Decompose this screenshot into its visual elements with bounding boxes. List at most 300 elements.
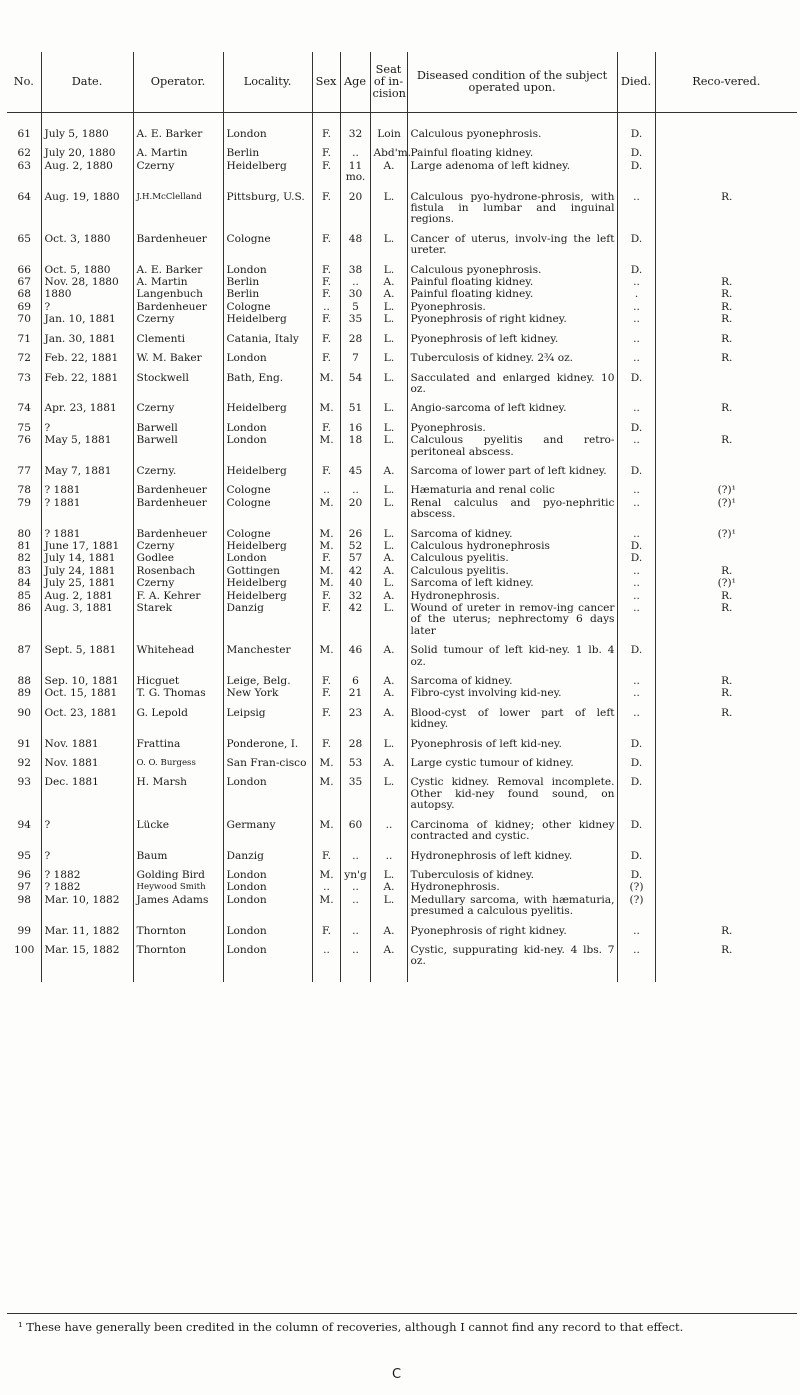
row-died: .. [617,668,655,687]
row-sex: .. [312,937,340,982]
row-locality: Cologne [223,301,312,313]
row-died: .. [617,687,655,699]
row-died: D. [617,552,655,564]
row-operator: Clementi [133,326,223,345]
row-sex: M. [312,434,340,458]
row-recovered: R. [721,313,733,326]
row-age: 60 [340,812,370,843]
row-sex: M. [312,812,340,843]
table-row [7,918,797,937]
row-condition: Cystic, suppurating kid-ney. 4 lbs. 7 oz. [407,937,617,982]
row-seat: L. [370,313,407,325]
row-date: ? 1881 [41,521,133,540]
row-recovered [655,415,797,434]
row-age: 21 [340,687,370,699]
row-recovered [655,226,797,257]
row-locality: London [223,257,312,276]
table-row [7,637,797,668]
table-row [7,140,797,159]
row-date: Feb. 22, 1881 [41,345,133,364]
row-seat: L. [370,301,407,313]
row-age: 23 [340,700,370,731]
row-date: May 5, 1881 [41,434,133,458]
table-row [7,668,797,687]
row-died: .. [617,276,655,288]
row-operator: W. M. Baker [133,345,223,364]
row-recovered [655,113,797,141]
row-locality: London [223,881,312,893]
nephrectomy-cases-table [7,52,797,982]
row-operator: Barwell [133,415,223,434]
table-row [7,113,797,141]
row-number: 98 [7,894,41,918]
row-operator: Lücke [133,812,223,843]
row-age: .. [340,276,370,288]
row-sex: M. [312,521,340,540]
row-sex: F. [312,184,340,226]
row-number: 82 [7,552,41,564]
row-condition: Calculous pyonephrosis. [407,113,617,141]
row-number: 66 [7,257,41,276]
row-sex: M. [312,365,340,396]
row-seat: L. [370,862,407,881]
row-condition: Angio-sarcoma of left kidney. [407,395,617,414]
row-locality: London [223,937,312,982]
row-condition: Calculous pyo-hydrone-phrosis, with fistula in lumbar and inguinal regions. [407,184,617,226]
row-number: 100 [7,937,41,982]
row-locality: San Fran-cisco [223,750,312,769]
row-age: 52 [340,540,370,552]
row-condition: Hydronephrosis of left kidney. [407,843,617,862]
row-seat: A. [370,276,407,288]
table-row [7,769,797,811]
row-sex: F. [312,313,340,325]
table-row [7,731,797,750]
row-condition: Calculous pyonephrosis. [407,257,617,276]
row-sex: F. [312,140,340,159]
row-recovered: R. [721,288,733,301]
table-row [7,552,797,564]
row-locality: Berlin [223,288,312,300]
row-sex: .. [312,881,340,893]
row-seat: A. [370,700,407,731]
row-date: Apr. 23, 1881 [41,395,133,414]
row-operator: F. A. Kehrer [133,590,223,602]
row-locality: London [223,415,312,434]
row-seat: A. [370,750,407,769]
row-age: 53 [340,750,370,769]
row-condition: Hæmaturia and renal colic [407,477,617,496]
row-age: .. [340,477,370,496]
row-age: 45 [340,458,370,477]
row-died: .. [617,477,655,496]
row-sex: F. [312,345,340,364]
row-seat: L. [370,345,407,364]
row-seat: L. [370,326,407,345]
row-recovered: R. [721,602,733,614]
row-condition: Tuberculosis of kidney. 2¾ oz. [407,345,617,364]
row-date: ? 1882 [41,862,133,881]
row-seat: A. [370,687,407,699]
row-date: Oct. 15, 1881 [41,687,133,699]
row-operator: A. Martin [133,140,223,159]
row-seat: A. [370,590,407,602]
row-seat: A. [370,288,407,300]
row-seat: A. [370,160,407,184]
row-age: 42 [340,602,370,637]
row-date: ? [41,843,133,862]
row-condition: Pyonephrosis. [407,301,617,313]
row-age: 48 [340,226,370,257]
row-sex: F. [312,687,340,699]
table-row [7,415,797,434]
row-locality: Heidelberg [223,540,312,552]
table-row [7,313,797,325]
row-number: 87 [7,637,41,668]
row-recovered [655,812,797,843]
row-condition: Renal calculus and pyo-nephritic abscess. [407,497,617,521]
col-header-no: No. [7,52,41,113]
row-date: Mar. 11, 1882 [41,918,133,937]
table-row [7,226,797,257]
row-age: .. [340,894,370,918]
table-row [7,843,797,862]
row-number: 81 [7,540,41,552]
row-operator: Czerny [133,540,223,552]
row-seat: Loin [370,113,407,141]
row-date: Nov. 1881 [41,731,133,750]
row-number: 84 [7,577,41,589]
row-recovered [655,458,797,477]
row-locality: Manchester [223,637,312,668]
row-seat: Abd'm. [370,140,407,159]
row-seat: A. [370,458,407,477]
row-recovered [655,552,797,564]
row-operator: Hicguet [133,668,223,687]
row-number: 73 [7,365,41,396]
row-date: Nov. 28, 1880 [41,276,133,288]
row-locality: Heidelberg [223,590,312,602]
row-age: 57 [340,552,370,564]
row-recovered [655,769,797,811]
row-recovered: (?)¹ [717,484,736,497]
row-date: Oct. 5, 1880 [41,257,133,276]
row-age: .. [340,140,370,159]
row-recovered: R. [721,276,733,289]
row-died: D. [617,540,655,552]
row-died: .. [617,918,655,937]
row-sex: M. [312,565,340,577]
row-died: .. [617,395,655,414]
row-sex: F. [312,552,340,564]
row-operator: O. O. Burgess [133,750,223,769]
table-row [7,602,797,637]
row-sex: M. [312,769,340,811]
row-seat: L. [370,257,407,276]
row-sex: M. [312,894,340,918]
row-locality: Pittsburg, U.S. [223,184,312,226]
row-sex: M. [312,540,340,552]
row-died: D. [617,458,655,477]
row-age: 54 [340,365,370,396]
row-sex: .. [312,477,340,496]
row-locality: Germany [223,812,312,843]
row-seat: A. [370,637,407,668]
row-died: D. [617,812,655,843]
row-sex: M. [312,637,340,668]
row-sex: F. [312,326,340,345]
row-sex: F. [312,415,340,434]
row-date: Dec. 1881 [41,769,133,811]
row-date: July 20, 1880 [41,140,133,159]
row-age: 38 [340,257,370,276]
row-condition: Fibro-cyst involving kid-ney. [407,687,617,699]
row-seat: L. [370,226,407,257]
row-number: 80 [7,521,41,540]
row-operator: Bardenheuer [133,301,223,313]
row-condition: Cancer of uterus, involv-ing the left ureter. [407,226,617,257]
row-seat: L. [370,894,407,918]
row-operator: Baum [133,843,223,862]
row-date: ? [41,415,133,434]
row-number: 88 [7,668,41,687]
row-recovered: R. [721,706,733,719]
row-sex: M. [312,497,340,521]
row-condition: Tuberculosis of kidney. [407,862,617,881]
row-died: D. [617,113,655,141]
row-age: .. [340,918,370,937]
row-sex: F. [312,843,340,862]
row-died: .. [617,577,655,589]
row-locality: Ponderone, I. [223,731,312,750]
row-number: 69 [7,301,41,313]
row-sex: F. [312,700,340,731]
table-bottom-rule [7,1313,797,1314]
row-date: Nov. 1881 [41,750,133,769]
col-header-sex: Sex [312,52,340,113]
col-header-operator: Operator. [133,52,223,113]
row-condition: Painful floating kidney. [407,288,617,300]
row-age: 28 [340,326,370,345]
footnote: ¹ These have generally been credited in the column of recoveries, although I cannot find any record to that effect. [18,1320,684,1334]
row-age: 35 [340,313,370,325]
row-number: 92 [7,750,41,769]
row-operator: Czerny [133,577,223,589]
row-sex: F. [312,590,340,602]
table-body [7,113,797,982]
row-seat: L. [370,540,407,552]
table-row [7,326,797,345]
row-seat: A. [370,565,407,577]
row-seat: A. [370,937,407,982]
row-recovered: R. [721,924,733,937]
row-died: .. [617,184,655,226]
row-died: .. [617,521,655,540]
row-condition: Carcinoma of kidney; other kidney contracted and cystic. [407,812,617,843]
row-died: D. [617,226,655,257]
row-recovered: R. [721,434,733,447]
row-operator: A. Martin [133,276,223,288]
row-recovered: R. [721,687,733,700]
row-sex: M. [312,577,340,589]
row-seat: A. [370,668,407,687]
row-locality: Cologne [223,477,312,496]
row-date: July 5, 1880 [41,113,133,141]
row-locality: Heidelberg [223,577,312,589]
row-died: D. [617,257,655,276]
row-locality: Heidelberg [223,395,312,414]
row-operator: Frattina [133,731,223,750]
row-number: 89 [7,687,41,699]
row-number: 93 [7,769,41,811]
col-header-age: Age [340,52,370,113]
row-locality: London [223,894,312,918]
row-number: 95 [7,843,41,862]
row-date: July 25, 1881 [41,577,133,589]
row-number: 63 [7,160,41,184]
row-operator: Golding Bird [133,862,223,881]
table-row [7,881,797,893]
row-number: 99 [7,918,41,937]
row-age: 40 [340,577,370,589]
row-condition: Sarcoma of left kidney. [407,577,617,589]
row-died: .. [617,590,655,602]
row-date: June 17, 1881 [41,540,133,552]
row-operator: Godlee [133,552,223,564]
row-operator: Barwell [133,434,223,458]
row-condition: Sarcoma of lower part of left kidney. [407,458,617,477]
row-locality: London [223,434,312,458]
row-date: Oct. 3, 1880 [41,226,133,257]
row-condition: Calculous pyelitis. [407,565,617,577]
row-locality: Bath, Eng. [223,365,312,396]
row-recovered [655,257,797,276]
row-seat: L. [370,365,407,396]
row-died: D. [617,769,655,811]
row-number: 78 [7,477,41,496]
row-locality: Gottingen [223,565,312,577]
row-date: ? 1882 [41,881,133,893]
row-locality: Cologne [223,521,312,540]
row-locality: Heidelberg [223,160,312,184]
table-row [7,894,797,918]
row-locality: London [223,345,312,364]
row-date: Oct. 23, 1881 [41,700,133,731]
row-operator: Czerny [133,313,223,325]
row-died: D. [617,862,655,881]
row-recovered: R. [721,564,733,577]
row-condition: Pyonephrosis of right kidney. [407,918,617,937]
row-age: 28 [340,731,370,750]
row-seat: A. [370,552,407,564]
table-row [7,395,797,414]
table-row [7,458,797,477]
table-row [7,477,797,496]
row-sex: F. [312,288,340,300]
row-condition: Painful floating kidney. [407,276,617,288]
signature-mark: C [392,1367,402,1382]
row-recovered: (?)¹ [717,496,736,509]
table-row [7,301,797,313]
row-operator: Bardenheuer [133,477,223,496]
row-condition: Calculous pyelitis. [407,552,617,564]
row-operator: Starek [133,602,223,637]
row-number: 90 [7,700,41,731]
col-header-seat: Seat of in-cision [370,52,407,113]
row-seat: .. [370,843,407,862]
row-sex: F. [312,918,340,937]
table-row [7,184,797,226]
row-date: Aug. 19, 1880 [41,184,133,226]
table-row [7,590,797,602]
row-date: ? [41,301,133,313]
row-age: 16 [340,415,370,434]
table-row [7,365,797,396]
row-locality: New York [223,687,312,699]
row-operator: Bardenheuer [133,497,223,521]
row-recovered: R. [721,675,733,688]
row-condition: Painful floating kidney. [407,140,617,159]
row-operator: Czerny [133,395,223,414]
row-sex: F. [312,113,340,141]
row-sex: F. [312,731,340,750]
table-row [7,862,797,881]
row-locality: Leige, Belg. [223,668,312,687]
row-sex: .. [312,301,340,313]
row-operator: A. E. Barker [133,113,223,141]
row-operator: Stockwell [133,365,223,396]
row-locality: Danzig [223,602,312,637]
row-operator: J.H.McClelland [133,184,223,226]
row-date: May 7, 1881 [41,458,133,477]
table-row [7,540,797,552]
row-recovered: R. [721,352,733,365]
row-condition: Large cystic tumour of kidney. [407,750,617,769]
row-operator: Whitehead [133,637,223,668]
row-condition: Wound of ureter in remov-ing cancer of the uterus; nephrectomy 6 days later [407,602,617,637]
table-row [7,687,797,699]
row-number: 79 [7,497,41,521]
row-condition: Solid tumour of left kid-ney. 1 lb. 4 oz. [407,637,617,668]
row-date: ? 1881 [41,477,133,496]
row-sex: F. [312,276,340,288]
row-date: July 24, 1881 [41,565,133,577]
row-recovered [655,862,797,881]
row-died: D. [617,843,655,862]
row-number: 76 [7,434,41,458]
row-number: 68 [7,288,41,300]
row-sex: F. [312,602,340,637]
row-seat: L. [370,769,407,811]
row-age: 35 [340,769,370,811]
row-date: July 14, 1881 [41,552,133,564]
row-date: Feb. 22, 1881 [41,365,133,396]
table-row [7,288,797,300]
row-died: D. [617,637,655,668]
row-recovered: (?)¹ [717,527,736,540]
row-date: ? 1881 [41,497,133,521]
row-sex: M. [312,862,340,881]
row-died: .. [617,345,655,364]
row-number: 77 [7,458,41,477]
table-row [7,577,797,589]
row-recovered [655,637,797,668]
row-recovered [655,160,797,184]
row-age: 26 [340,521,370,540]
row-seat: L. [370,731,407,750]
row-seat: L. [370,577,407,589]
row-died: D. [617,731,655,750]
